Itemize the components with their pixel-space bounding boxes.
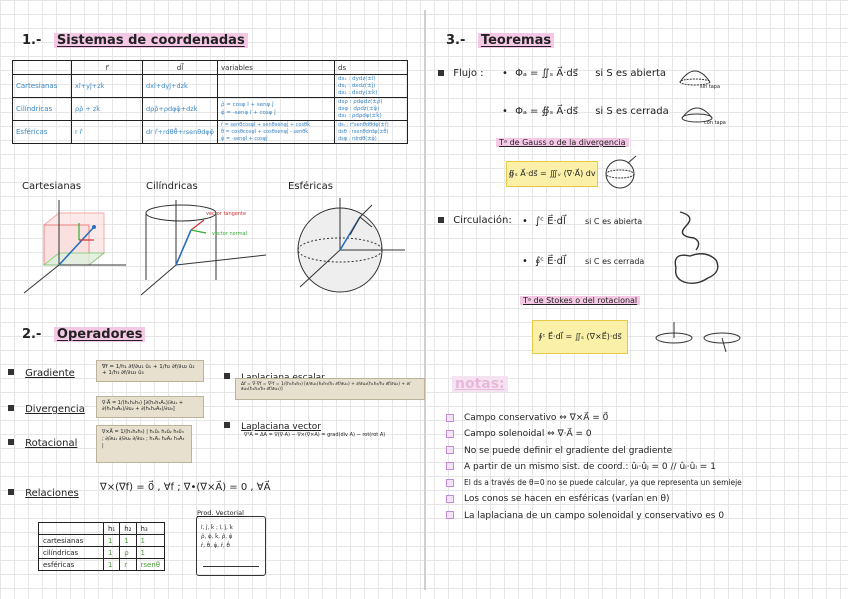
spherical-diagram: [280, 195, 410, 300]
open-surface-icon: [676, 64, 714, 86]
list-item: [446, 426, 838, 442]
note-text: Campo solenoidal ⇔ ∇·A⃗ = 0: [464, 429, 592, 440]
dot-icon: •: [502, 106, 508, 117]
note-text: Los conos se hacen en esféricas (varían en θ): [464, 494, 670, 505]
h-row-name: esféricas: [39, 559, 104, 571]
bullet-icon: [438, 70, 444, 76]
bullet-icon: [446, 479, 454, 487]
section3-title: Teoremas: [478, 33, 554, 48]
section3-number: 3.-: [446, 33, 466, 48]
row-dl: dρρ̂+ρdφφ̂+dzk̂: [143, 98, 218, 121]
gradiente-formula: ∇f = 1/h₁ ∂f/∂u₁ û₁ + 1/h₂ ∂f/∂u₂ û₂ + 1/h₃ ∂f/∂u₃ û₃: [96, 360, 204, 382]
list-item: [446, 443, 838, 459]
note-text: No se puede definir el gradiente del gradiente: [464, 445, 673, 456]
list-item: [446, 508, 838, 524]
row-ds: dsρ : ρdφdz(±ρ̂) dsφ : dρdz(±φ̂) ds₂ : ρdρdφ(±k̂): [335, 98, 408, 121]
h-cell: 1: [136, 547, 165, 559]
circulacion-label: Circulación:: [453, 215, 512, 226]
row-name: Esféricas: [13, 121, 72, 144]
cylindrical-diagram: [136, 195, 276, 300]
h-cell: 1: [104, 547, 120, 559]
h-cell: 1: [104, 559, 120, 571]
diagram-label-cartesianas: Cartesianas: [22, 181, 82, 192]
notas-title: notas:: [452, 376, 508, 392]
svg-text:vector tangente: vector tangente: [206, 211, 247, 217]
laplaciana-vector-formula: ∇²A⃗ = ΔA⃗ = ∇(∇·A⃗) − ∇×(∇×A⃗) = grad(div A⃗) − rot(rot A⃗): [244, 432, 386, 438]
header-r: r⃗: [72, 61, 143, 75]
table-row: [13, 98, 408, 121]
flujo-open-formula: Φₐ = ∬ₛ A⃗·ds⃗: [515, 68, 578, 79]
section1-number: 1.-: [22, 33, 42, 48]
circulacion-open-cond: si C es abierta: [585, 217, 643, 226]
table-row: [13, 121, 408, 144]
section2-number: 2.-: [22, 327, 42, 342]
bullet-icon: [446, 414, 454, 422]
circulacion-closed: [522, 256, 644, 267]
list-item: [446, 459, 838, 475]
row-r: ρρ̂ + zk̂: [72, 98, 143, 121]
circulacion-open: [522, 216, 642, 227]
h-cell: r: [120, 559, 136, 571]
bullet-icon: [446, 446, 454, 454]
prod-vectorial-line: ρ̂, φ̂, k̂, ρ̂, φ̂: [201, 534, 233, 540]
note-text: La laplaciana de un campo solenoidal y conservativo es 0: [464, 510, 725, 521]
flujo-label: Flujo :: [453, 68, 484, 79]
bullet-icon: [446, 495, 454, 503]
prod-vectorial-line: î, ĵ, k̂ ; î, ĵ, k̂: [201, 525, 233, 531]
circulacion-label-row: [438, 215, 512, 226]
flujo-label-row: [438, 68, 484, 79]
closed-surface-tag: con tapa: [704, 120, 726, 126]
gauss-title: Tᵃ de Gauss o de la divergencia: [496, 138, 629, 147]
h-table-header: [39, 523, 165, 535]
cartesian-diagram: [14, 195, 132, 300]
header-ds: ds: [335, 61, 408, 75]
flujo-closed-cond: si S es cerrada: [595, 106, 669, 117]
bullet-icon: [8, 369, 14, 375]
divergencia-formula: ∇·A⃗ = 1/(h₁h₂h₃) [∂(h₂h₃A₁)/∂u₁ + ∂(h₁h₃A₂)/∂u₂ + ∂(h₁h₂A₃)/∂u₃]: [96, 396, 204, 418]
h-cell: 1: [136, 535, 165, 547]
dot-icon: •: [522, 256, 528, 267]
gradiente-row: [8, 361, 75, 380]
table-row: [39, 559, 165, 571]
h-table: [38, 522, 165, 571]
bullet-icon: [8, 439, 14, 445]
bullet-icon: [8, 489, 14, 495]
rotacional-row: [8, 431, 77, 450]
section2-heading: [22, 327, 145, 342]
relaciones-row: [8, 481, 79, 500]
list-item: [446, 491, 838, 507]
h-cell: 1: [120, 535, 136, 547]
circulacion-open-formula: ∫ᶜ E⃗·dl⃗: [535, 216, 566, 227]
row-vars: r̂ = senθcosφî + senθsenφĵ + cosθk̂ θ̂ = cosθcosφî + cosθsenφĵ - senθk̂ φ̂ = -senφî + cosφĵ: [218, 121, 335, 144]
rotacional-label: Rotacional: [25, 438, 78, 449]
header-variables: variables: [218, 61, 335, 75]
list-item: [446, 475, 838, 491]
bullet-icon: [446, 430, 454, 438]
rotacional-formula: ∇×A⃗ = 1/(h₁h₂h₃) | h₁û₁ h₂û₂ h₃û₃ ; ∂/∂u₁ ∂/∂u₂ ∂/∂u₃ ; h₁A₁ h₂A₂ h₃A₃ |: [96, 425, 192, 463]
row-ds: dsₓ : dydz(±î) dsᵧ : dxdz(±ĵ) ds₂ : dxdy(±k̂): [335, 75, 408, 98]
h-cell: ρ: [120, 547, 136, 559]
dot-icon: •: [502, 68, 508, 79]
stokes-disk-icon: [654, 320, 744, 356]
note-text: Campo conservativo ⇔ ∇×A⃗ = 0⃗: [464, 413, 609, 423]
relaciones-label: Relaciones: [25, 488, 79, 499]
section2-title: Operadores: [54, 327, 146, 342]
stokes-formula: ∮ᶜ E⃗·dl⃗ = ∬ₛ (∇×E⃗)·ds⃗: [532, 320, 628, 354]
notas-list: [446, 410, 838, 524]
h-cell: rsenθ: [136, 559, 165, 571]
header-h3: h₃: [136, 523, 165, 535]
bullet-icon: [446, 462, 454, 470]
gauss-sphere-icon: [602, 154, 642, 190]
laplaciana-vector-label: Laplaciana vector: [241, 422, 321, 432]
prod-vectorial-line: r̂, θ̂, φ̂, r̂, θ̂: [201, 543, 230, 549]
bullet-icon: [446, 511, 454, 519]
gauss-formula: ∯ₛ A⃗·ds⃗ = ∭ᵥ (∇·A⃗) dv: [506, 161, 598, 187]
table-row: [39, 535, 165, 547]
section1-title: Sistemas de coordenadas: [54, 33, 248, 48]
prod-vectorial-arrow: [203, 566, 259, 567]
diagram-label-esfericas: Esféricas: [288, 181, 333, 192]
row-r: xî+yĵ+zk̂: [72, 75, 143, 98]
row-name: Cartesianas: [13, 75, 72, 98]
h-row-name: cartesianas: [39, 535, 104, 547]
open-surface-tag: sin tapa: [700, 84, 721, 90]
flujo-open: [502, 68, 666, 79]
diagram-label-cilindricas: Cilíndricas: [146, 181, 198, 192]
note-text: El ds a través de θ=0 no se puede calcular, ya que representa un semieje: [464, 478, 742, 488]
header-dl: dl⃗: [143, 61, 218, 75]
bullet-icon: [438, 217, 444, 223]
flujo-closed-formula: Φₐ = ∯ₛ A⃗·ds⃗: [515, 106, 578, 117]
note-text: A partir de un mismo sist. de coord.: ûᵢ·ûⱼ = 0 // ûᵢ·ûᵢ = 1: [464, 461, 716, 472]
divergencia-label: Divergencia: [25, 404, 85, 415]
laplaciana-vector-row: [224, 414, 321, 433]
row-name: Cilíndricas: [13, 98, 72, 121]
gradiente-label: Gradiente: [25, 368, 75, 379]
open-curve-icon: [676, 208, 704, 252]
page-divider: [424, 10, 426, 590]
dot-icon: •: [522, 216, 528, 227]
stokes-title: Tᵃ de Stokes o del rotacional: [520, 296, 640, 305]
circulacion-closed-cond: si C es cerrada: [585, 257, 645, 266]
closed-curve-icon: [668, 248, 724, 288]
section3-heading: [446, 33, 554, 48]
prod-vectorial-label: Prod. Vectorial: [197, 509, 244, 517]
table-row: [39, 547, 165, 559]
row-ds: dsᵣ : r²senθdθdφ(±r̂) dsθ : rsenθdrdφ(±θ̂) dsφ : rdrdθ(±φ̂): [335, 121, 408, 144]
svg-text:vector normal: vector normal: [212, 231, 247, 237]
header-h1: h₁: [104, 523, 120, 535]
list-item: [446, 410, 838, 426]
flujo-closed: [502, 106, 669, 117]
circulacion-closed-formula: ∮ᶜ E⃗·dl⃗: [535, 256, 566, 267]
header-h2: h₂: [120, 523, 136, 535]
h-cell: 1: [104, 535, 120, 547]
relaciones-formula: ∇×(∇f) = 0⃗ , ∀f ; ∇•(∇×A⃗) = 0 , ∀A⃗: [100, 482, 271, 493]
row-vars: ρ̂ = cosφ î + senφ ĵ φ̂ = -senφ î + cosφ ĵ: [218, 98, 335, 121]
bullet-icon: [224, 422, 230, 428]
h-row-name: cilíndricas: [39, 547, 104, 559]
divergencia-row: [8, 397, 85, 416]
flujo-open-cond: si S es abierta: [595, 68, 666, 79]
bullet-icon: [224, 373, 230, 379]
table-row: [13, 75, 408, 98]
row-vars: [218, 75, 335, 98]
prod-vectorial-box: [196, 509, 266, 576]
coords-table: [12, 60, 408, 144]
row-dl: dr r̂+rdθθ̂+rsenθdφφ̂: [143, 121, 218, 144]
coords-table-header: [13, 61, 408, 75]
laplaciana-escalar-formula: Δf = ∇·∇f = ∇²f = 1/(h₁h₂h₃) [∂/∂u₁(h₂h₃/h₁ ∂f/∂u₁) + ∂/∂u₂(h₁h₃/h₂ ∂f/∂u₂) + ∂/∂u₃(h₁h₂/h₃ ∂f/∂u₃)]: [235, 378, 425, 400]
bullet-icon: [8, 405, 14, 411]
row-r: r r̂: [72, 121, 143, 144]
row-dl: dxî+dyĵ+dzk̂: [143, 75, 218, 98]
section1-heading: [22, 33, 248, 48]
